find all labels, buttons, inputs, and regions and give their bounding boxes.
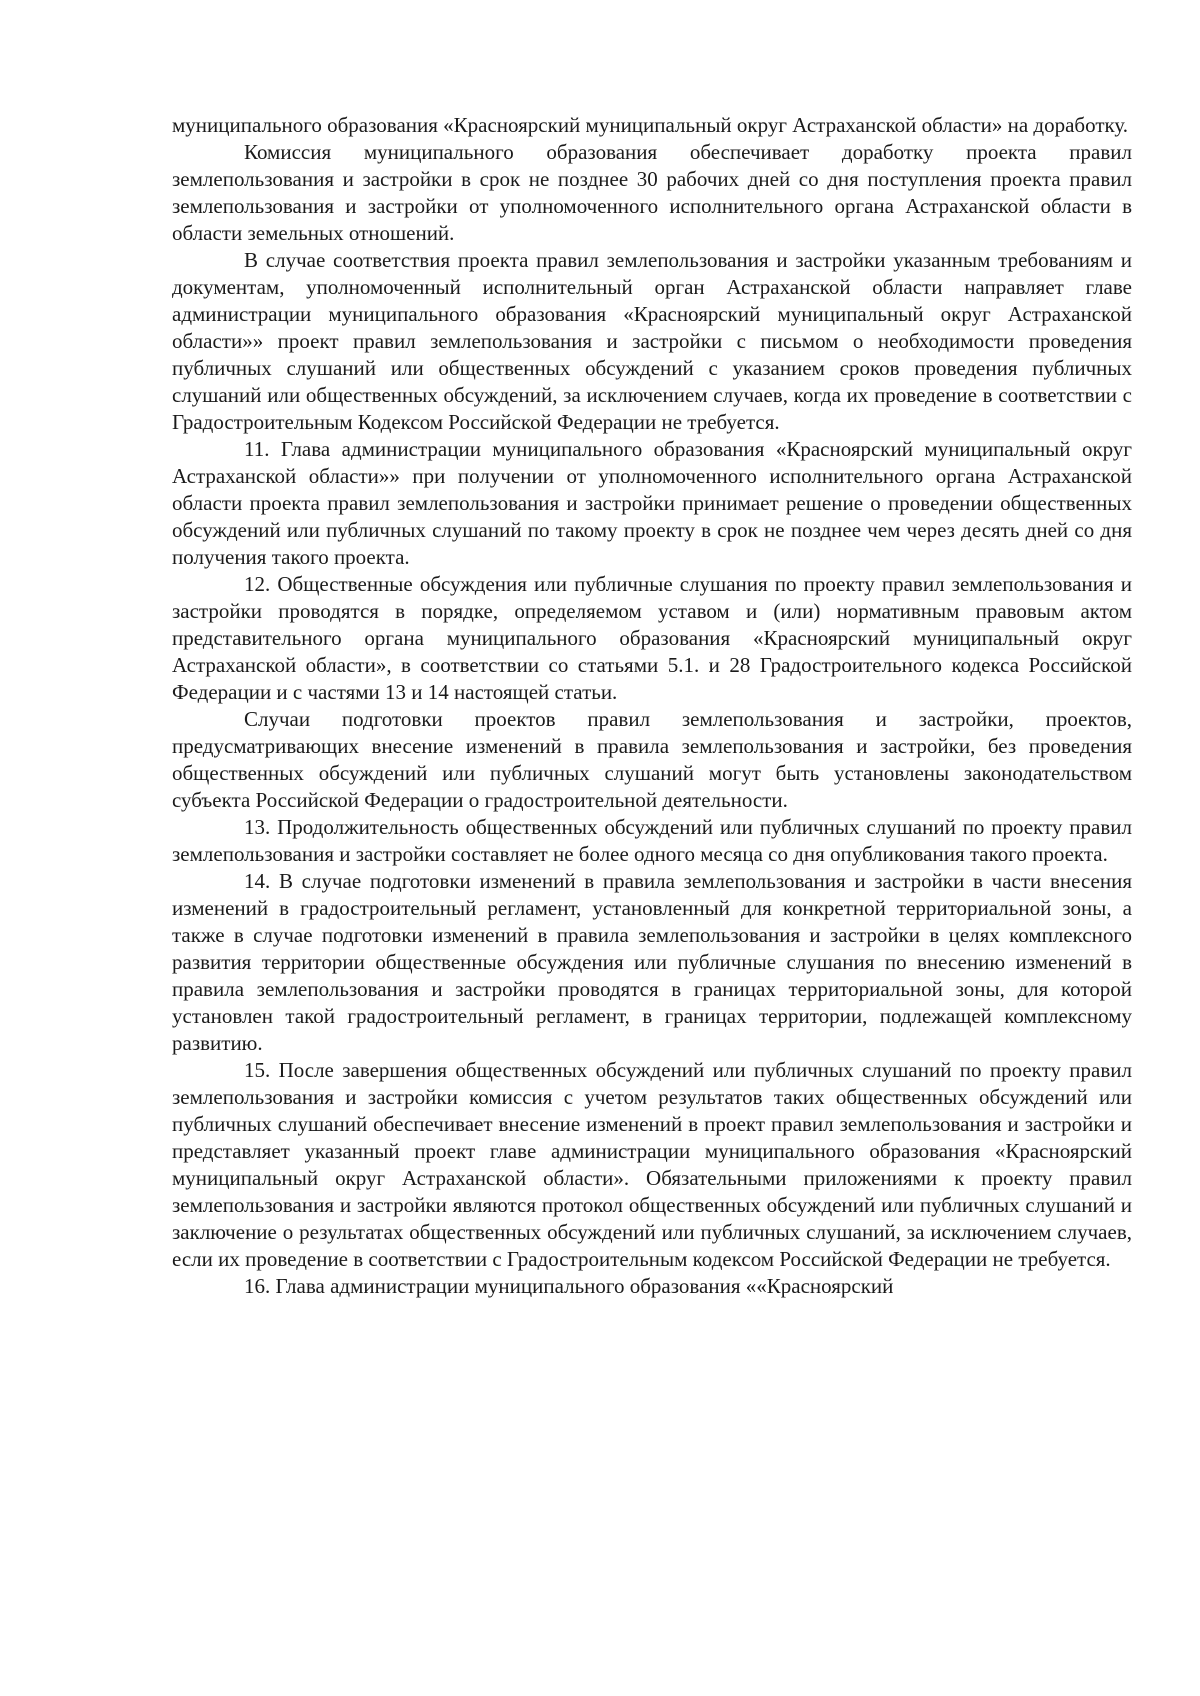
paragraph-item-16: 16. Глава администрации муниципального образования ««Красноярский [244, 1274, 894, 1298]
paragraph: муниципального образования «Красноярский муниципальный округ Астраханской области» на доработку. [172, 113, 1129, 137]
paragraph: Комиссия муниципального образования обеспечивает доработку проекта правил землепользования и застройки в срок не позднее 30 рабочих дней со дня поступления проекта правил землепользования и застройки от уполномоченного исполнительного органа Астраханской области в области земельных отношений. [172, 140, 1132, 245]
paragraph-item-13: 13. Продолжительность общественных обсуждений или публичных слушаний по проекту правил землепользования и застройки составляет не более одного месяца со дня опубликования такого проекта. [172, 815, 1132, 866]
paragraph-item-11: 11. Глава администрации муниципального образования «Красноярский муниципальный округ Астраханской области»» при получении от уполномоченного исполнительного органа Астраханской области проекта правил землепользования и застройки принимает решение о проведении общественных обсуждений или публичных слушаний по такому проекту в срок не позднее чем через десять дней со дня получения такого проекта. [172, 437, 1132, 569]
document-page [172, 112, 1132, 1300]
paragraph-item-12: 12. Общественные обсуждения или публичные слушания по проекту правил землепользования и застройки проводятся в порядке, определяемом уставом и (или) нормативным правовым актом представительного органа муниципального образования «Красноярский муниципальный округ Астраханской области», в соответствии со статьями 5.1. и 28 Градостроительного кодекса Российской Федерации и с частями 13 и 14 настоящей статьи. [172, 572, 1132, 704]
paragraph-item-15: 15. После завершения общественных обсуждений или публичных слушаний по проекту правил землепользования и застройки комиссия с учетом результатов таких общественных обсуждений или публичных слушаний обеспечивает внесение изменений в проект правил землепользования и застройки и представляет указанный проект главе администрации муниципального образования «Красноярский муниципальный округ Астраханской области». Обязательными приложениями к проекту правил землепользования и застройки являются протокол общественных обсуждений или публичных слушаний и заключение о результатах общественных обсуждений или публичных слушаний, за исключением случаев, если их проведение в соответствии с Градостроительным кодексом Российской Федерации не требуется. [172, 1058, 1132, 1271]
paragraph-item-14: 14. В случае подготовки изменений в правила землепользования и застройки в части внесения изменений в градостроительный регламент, установленный для конкретной территориальной зоны, а также в случае подготовки изменений в правила землепользования и застройки в целях комплексного развития территории общественные обсуждения или публичные слушания по внесению изменений в правила землепользования и застройки проводятся в границах территориальной зоны, для которой установлен такой градостроительный регламент, в границах территории, подлежащей комплексному развитию. [172, 869, 1132, 1055]
paragraph: Случаи подготовки проектов правил землепользования и застройки, проектов, предусматривающих внесение изменений в правила землепользования и застройки, без проведения общественных обсуждений или публичных слушаний могут быть установлены законодательством субъекта Российской Федерации о градостроительной деятельности. [172, 707, 1132, 812]
paragraph: В случае соответствия проекта правил землепользования и застройки указанным требованиям и документам, уполномоченный исполнительный орган Астраханской области направляет главе администрации муниципального образования «Красноярский муниципальный округ Астраханской области»» проект правил землепользования и застройки с письмом о необходимости проведения публичных слушаний или общественных обсуждений с указанием сроков проведения публичных слушаний или общественных обсуждений, за исключением случаев, когда их проведение в соответствии с Градостроительным Кодексом Российской Федерации не требуется. [172, 248, 1132, 434]
